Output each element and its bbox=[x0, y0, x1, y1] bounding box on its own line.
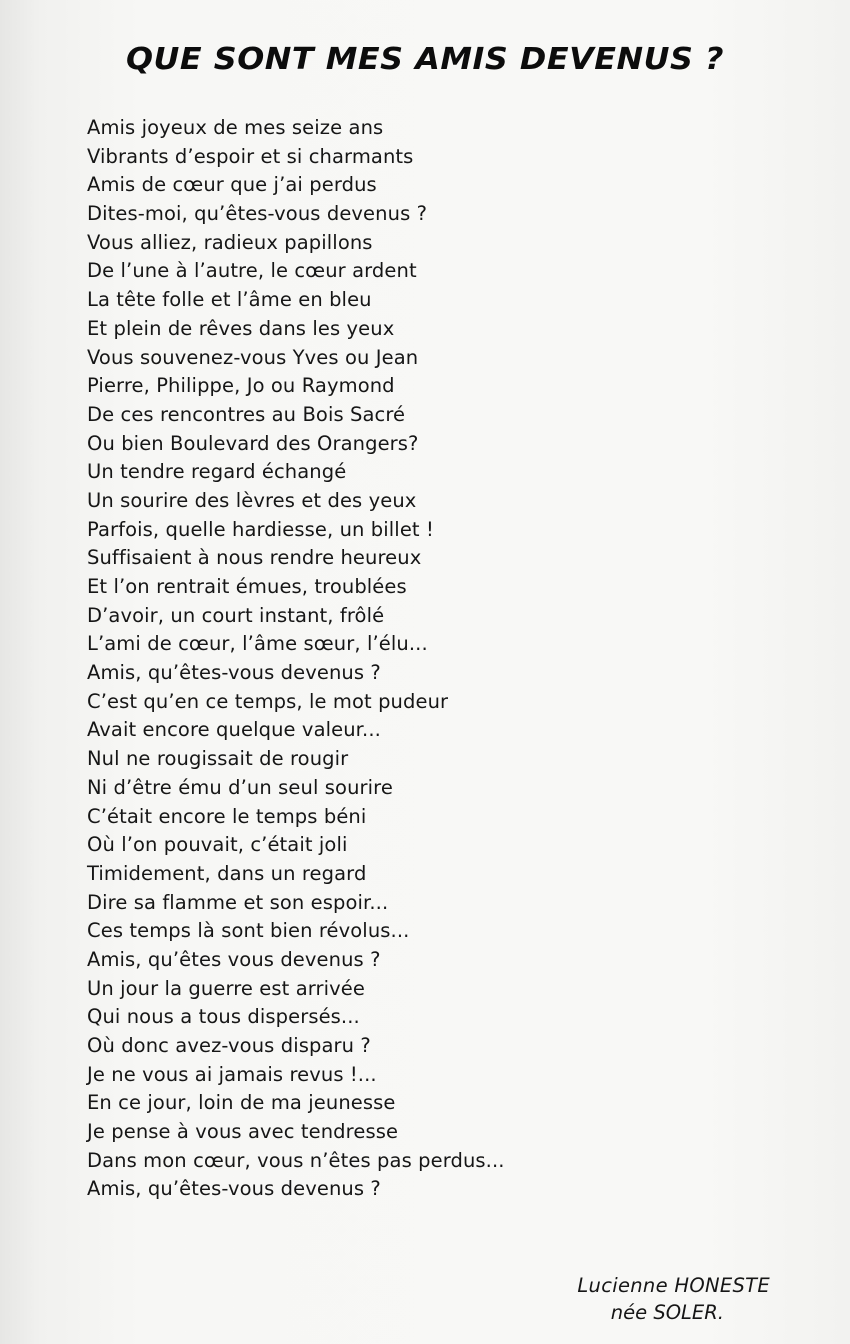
poem-line: C’est qu’en ce temps, le mot pudeur bbox=[87, 689, 449, 713]
poem-line: De l’une à l’autre, le cœur ardent bbox=[87, 259, 417, 283]
poem-line: D’avoir, un court instant, frôlé bbox=[87, 603, 385, 627]
poem-line: Avait encore quelque valeur... bbox=[87, 718, 381, 742]
poem-line: En ce jour, loin de ma jeunesse bbox=[87, 1091, 396, 1115]
poem-line: Parfois, quelle hardiesse, un billet ! bbox=[87, 517, 434, 541]
poem-line: Un sourire des lèvres et des yeux bbox=[87, 488, 417, 512]
poem-line: Qui nous a tous dispersés... bbox=[87, 1005, 360, 1029]
poem-line: L’ami de cœur, l’âme sœur, l’élu... bbox=[87, 632, 428, 656]
poem-line: Amis, qu’êtes-vous devenus ? bbox=[87, 1177, 381, 1201]
poem-line: Vous alliez, radieux papillons bbox=[87, 230, 373, 254]
poem-line: Et plein de rêves dans les yeux bbox=[87, 316, 395, 340]
poem-line: Amis, qu’êtes vous devenus ? bbox=[87, 947, 381, 971]
poem-line: C’était encore le temps béni bbox=[87, 804, 367, 828]
poem-line: Je ne vous ai jamais revus !... bbox=[87, 1062, 377, 1086]
poem-line: Dans mon cœur, vous n’êtes pas perdus... bbox=[87, 1148, 505, 1172]
author-maiden-name: née SOLER. bbox=[610, 1301, 724, 1324]
poem-line: Amis, qu’êtes-vous devenus ? bbox=[87, 661, 381, 685]
poem-line: Suffisaient à nous rendre heureux bbox=[87, 546, 422, 570]
poem-line: Amis de cœur que j’ai perdus bbox=[87, 173, 377, 197]
poem-line: Ni d’être ému d’un seul sourire bbox=[87, 775, 393, 799]
poem-line: Vibrants d’espoir et si charmants bbox=[87, 144, 414, 168]
poem-line: Ces temps là sont bien révolus... bbox=[87, 919, 410, 943]
page-title: QUE SONT MES AMIS DEVENUS ? bbox=[125, 42, 724, 77]
poem-line: Où l’on pouvait, c’était joli bbox=[87, 833, 348, 857]
author-name: Lucienne HONESTE bbox=[577, 1274, 770, 1297]
poem-line: Nul ne rougissait de rougir bbox=[87, 747, 349, 771]
poem-line: Vous souvenez-vous Yves ou Jean bbox=[87, 345, 419, 369]
poem-line: La tête folle et l’âme en bleu bbox=[87, 288, 372, 312]
poem-line: Amis joyeux de mes seize ans bbox=[87, 116, 384, 139]
author-signature bbox=[577, 1272, 770, 1326]
poem-line: Timidement, dans un regard bbox=[87, 861, 367, 885]
poem-line: Je pense à vous avec tendresse bbox=[87, 1120, 399, 1144]
poem bbox=[87, 114, 505, 1204]
poem-line: Ou bien Boulevard des Orangers? bbox=[87, 431, 419, 455]
poem-line: Un tendre regard échangé bbox=[87, 460, 347, 484]
poem-line: Où donc avez-vous disparu ? bbox=[87, 1034, 371, 1057]
poem-line: De ces rencontres au Bois Sacré bbox=[87, 402, 406, 426]
poem-line: Dites-moi, qu’êtes-vous devenus ? bbox=[87, 202, 428, 226]
poem-line: Et l’on rentrait émues, troublées bbox=[87, 575, 407, 598]
poem-line: Un jour la guerre est arrivée bbox=[87, 976, 366, 1000]
poem-line: Dire sa flamme et son espoir... bbox=[87, 890, 389, 914]
poem-line: Pierre, Philippe, Jo ou Raymond bbox=[87, 374, 395, 398]
